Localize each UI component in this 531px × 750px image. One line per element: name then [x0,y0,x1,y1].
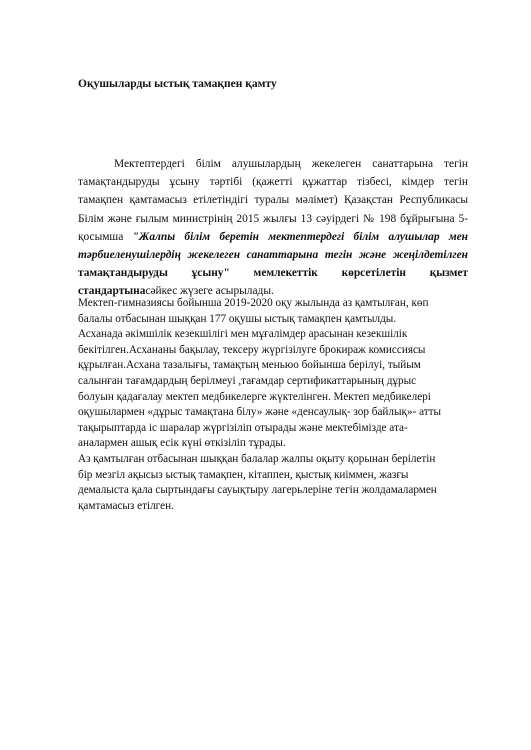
text-segment: Білім және ғылым министрінің 2015 жылғы 13 сәуірдегі № 198 бұйрығына 5- [78,212,468,225]
text-segment: стандартына [78,285,146,298]
text-line: қамтамасыз етілген. [78,499,174,512]
text-line: бір мезгіл ақысыз ыстық тамақпен, кітаппен, қыстық киіммен, жазғы [78,468,409,481]
text-line [78,210,468,228]
text-line: оқушылармен «дұрыс тамақтана білу» және «денсаулық- зор байлық»- атты [78,406,442,419]
text-line [78,246,468,264]
text-line [78,173,468,191]
text-segment: тамақпен қамтамасыз етілетіндігі туралы мәлімет) Қазақстан Республикасы [78,194,468,207]
text-line: балалы отбасынан шыққан 177 оқушы ыстық тамақпен қамтылды. [78,312,397,325]
text-line: Аз қамтылған отбасынан шыққан балалар жалпы оқыту қорынан берілетін [78,452,436,465]
text-segment: сәйкес жүзеге асырылады. [145,285,274,298]
text-segment: "Жалпы білім беретін мектептердегі білім алушылар мен [132,230,469,243]
text-segment: тәрбиеленушілердің жекелеген санаттарына тегін және жеңілдетілген [78,248,468,261]
text-line: Мектеп-гимназиясы бойынша 2019-2020 оқу жылында аз қамтылған, көп [78,297,429,309]
text-line: құрылған.Асхана тазалығы, тамақтың меньюо бойынша берілуі, тыйым [78,359,421,372]
text-line: бекітілген.Асхананы бақылау, тексеру жүргізілуге брокираж комиссиясы [78,343,426,356]
text-segment: Мектептердегі білім алушылардың жекелеген санаттарына тегін [114,158,468,170]
page-title: Оқушыларды ыстық тамақпен қамту [78,78,277,90]
text-segment: тамақтандыруды ұсыну тәртібі (қажетті құжаттар тізбесі, кімдер тегін [78,176,468,189]
text-line: аналармен ашық есік күні өткізіліп тұрады. [78,437,286,450]
text-line [78,228,468,246]
text-line [78,155,468,173]
text-segment: қосымша [78,230,133,243]
text-line: болуын қадағалау мектеп медбикелерге жүктелінген. Мектеп медбикелері [78,390,431,403]
text-line [78,264,468,282]
text-line [78,191,468,209]
paragraph-service-standard [78,155,468,301]
paragraph-hot-meals-info [78,296,468,514]
text-line: демалыста қала сыртындағы сауықтыру лагерьлеріне тегін жолдамалармен [78,484,437,497]
text-line: тақырыптарда іс шаралар жүргізіліп отырады және мектебімізде ата- [78,421,408,434]
text-segment: тамақтандыруды ұсыну" мемлекеттік көрсетілетін қызмет [78,267,468,280]
text-line: салынған тағамдардың берілмеуі ,тағамдар сертификаттарының дұрыс [78,374,417,387]
text-line: Асханада әкімшілік кезекшілігі мен мұғалімдер арасынан кезекшілік [78,328,408,341]
